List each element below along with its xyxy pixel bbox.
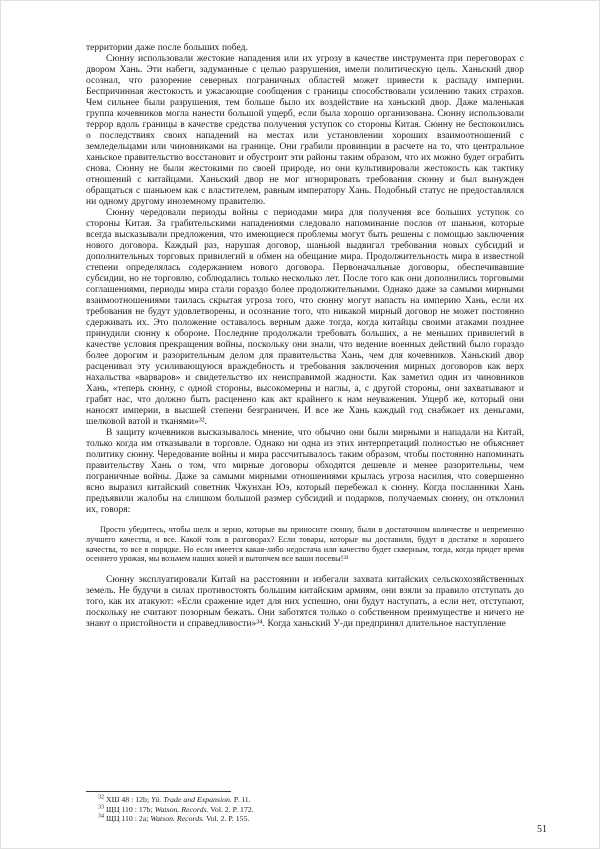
footnote-separator (86, 791, 231, 792)
footnote-source: Watson. Records. (154, 804, 209, 814)
block-quote-zhonghang-yue: Просто убедитесь, чтобы шелк и зерно, которые вы приносите сюнну, были в достаточном количестве и непременно лучшего качества, и все. Какой толк в разговорах? Если товары, которые вы доставили, будут в достатке и хорошего качества, то все в порядке. Но если имеется какая-либо недостача или качество будет скверным, тогда, когда придет время осеннего урожая, мы возьмем наших коней и вытопчем все ваши посевы!³³ (86, 525, 524, 564)
footnote-source: Yü. Trade and Expansion. (151, 795, 232, 804)
footnote-marker: 32 (98, 794, 104, 801)
footnote-32 (86, 795, 524, 805)
footnote-33 (86, 805, 524, 815)
paragraph-exploitation-at-distance: Сюнну эксплуатировали Китай на расстоянии и избегали захвата китайских сельскохозяйственных земель. Не будучи в силах противостоять большим китайским армиям, они взяли за правило отступать до того, как их атакуют: «Если сражение идет для них успешно, они будут наступать, а если нет, отступают, поскольку не считают позорным бежать. Они заботятся только о собственном преимуществе и ничего не знают о пристойности и справедливости»³⁴. Когда ханьский У-ди предпринял длительное наступление (86, 575, 524, 630)
paragraph-raids-as-tool: Сюнну использовали жестокие нападения или их угрозу в качестве инструмента при переговорах с двором Хань. Эти набеги, задуманные с целью разрушения, имели политическую цель. Ханьский двор осознал, что разорение северных пограничных областей может привести к распаду империи. Беспричинная жестокость и ужасающие сообщения с границы способствовали усилению таких страхов. Чем сильнее были разрушения, тем больше было их воздействие на ханьский двор. Даже маленькая группа кочевников могла нанести большой ущерб, если была хорошо организована. Сюнну использовали террор вдоль границы в качестве средства получения уступок со стороны Китая. Сюнну не беспокоились о последствиях своих нападений на местах или установлении хороших взаимоотношений с земледельцами или чиновниками на границе. Они грабили провинции в расчете на то, что центральное ханьское правительство восстановит и обустроит эти районы таким образом, что их можно будет ограбить снова. Сюнну не были жестокими по своей природе, но они культивировали жестокость как тактику отношений с китайцами. Ханьский двор не мог игнорировать требования сюнну и был вынужден обращаться с шаньюем как с властителем, равным императору Хань. Подобный статус не предоставлялся ни одному другому иноземному правителю. (86, 54, 524, 207)
footnote-source: Watson. Records. (150, 814, 205, 824)
footnote-text: ХШ 48 : 12b; (105, 795, 152, 804)
footnote-34 (86, 814, 524, 824)
footnote-pages: Vol. 2. P. 172. (208, 804, 254, 814)
footnote-pages: P. 11. (231, 795, 251, 804)
footnote-text: ЩЦ 110 : 17b; (105, 804, 155, 814)
page-number: 51 (537, 824, 547, 835)
footnote-marker: 34 (98, 813, 104, 820)
paragraph-war-peace-cycles: Сюнну чередовали периоды войны с периодами мира для получения все больших уступок со стороны Китая. За грабительскими нападениями следовало напоминание послов от шаньюя, которые всегда высказывали предложения, что имеющиеся проблемы могут быть решены с помощью заключения нового договора. Каждый раз, нарушая договор, шаньюй выдвигал требования новых субсидий и дополнительных торговых привилегий в обмен на обещание мира. Продолжительность мира в известной степени определялась содержанием нового договора. Первоначальные договоры, обеспечивавшие субсидии, но не торговлю, соблюдались только несколько лет. После того как они дополнились торговыми соглашениями, периоды мира стали гораздо более продолжительными. Однако даже за самыми мирными взаимоотношениями таилась скрытая угроза того, что сюнну могут напасть на империю Хань, если их требования не будут удовлетворены, и осознание того, что никакой мирный договор не может постоянно сдерживать их. Это положение оставалось верным даже тогда, когда китайцы своими атаками позднее принудили сюнну к обороне. Последние продолжали требовать больших, а не меньших привилегий в качестве условия прекращения войны, поскольку они знали, что ведение военных действий было гораздо более дорогим и разорительным делом для правительства Хань, чем для кочевников. Ханьский двор расценивал эту усиливающуюся враждебность и требования заключения мирных договоров как верх нахальства «варваров» и свидетельство их неисправимой жадности. Как заметил один из чиновников Хань, «теперь сюнну, с одной стороны, высокомерны и наглы, а, с другой стороны, они захватывают и грабят нас, что должно быть расценено как акт крайнего к нам неуважения. Ущерб же, который они наносят империи, в высшей степени безграничен. И все же Хань каждый год снабжает их деньгами, шелковой ватой и тканями»³². (86, 208, 524, 427)
footnote-text: ЩЦ 110 : 2a; (105, 814, 151, 824)
paragraph-defense-of-nomads: В защиту кочевников высказывалось мнение, что обычно они были мирными и нападали на Китай, только когда им отказывали в торговле. Однако ни одна из этих интерпретаций полностью не объясняет политику сюнну. Чередование войны и мира рассчитывалось таким образом, чтобы постоянно напоминать правительству Хань о том, что мирные договоры обходятся дешевле и менее разорительны, чем пограничные войны. Даже за самыми мирными отношениями крылась угроза насилия, что совершенно ясно выразил китайский советник Чжунхан Юэ, который перебежал к сюнну. Когда посланники Хань предъявили жалобы на слишком большой размер субсидий и подарков, получаемых сюнну, он отклонил их, говоря: (86, 428, 524, 515)
footnote-marker: 33 (98, 804, 104, 810)
footnote-pages: Vol. 2. P. 155. (204, 814, 250, 824)
footnotes-section (86, 791, 524, 824)
paragraph-continuation: территории даже после больших побед. (86, 43, 248, 53)
main-text-block (86, 43, 524, 630)
